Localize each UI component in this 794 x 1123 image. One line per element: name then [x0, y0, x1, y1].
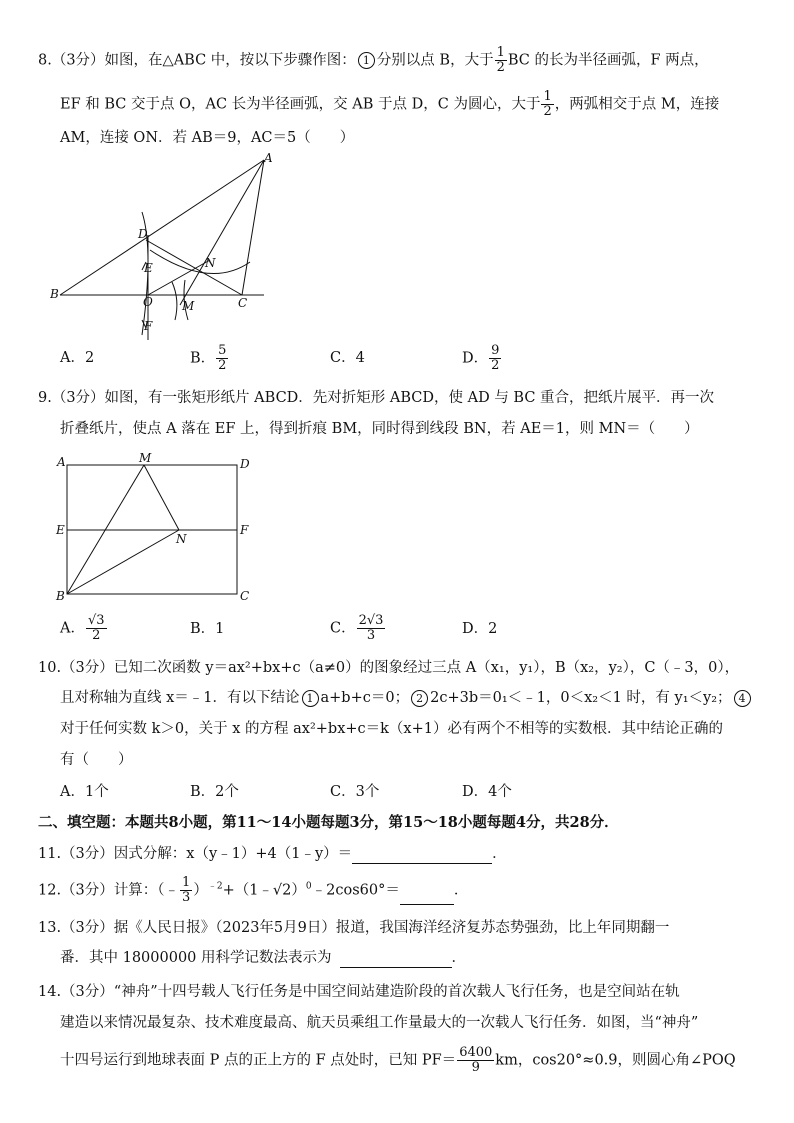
numerator: 5	[218, 343, 227, 358]
denominator: 9	[471, 1060, 480, 1075]
q9-line1: 9.（3分）如图，有一张矩形纸片 ABCD．先对折矩形 ABCD，使 AD 与 BC 重合，把纸片展平．再一次	[38, 390, 715, 406]
option-label: A．	[60, 620, 85, 637]
q10-option-a[interactable]: A．1个	[60, 784, 109, 800]
q8-line1	[38, 46, 709, 75]
q8-text: 8.（3分）如图，在△ABC 中，按以下步骤作图：	[38, 52, 356, 69]
answer-blank[interactable]	[352, 847, 492, 864]
q12-text: ﹣2cos60°＝	[311, 882, 400, 899]
fraction-half	[495, 46, 507, 75]
q12-text: +（1﹣√2）	[222, 882, 306, 899]
label-C: C	[240, 589, 250, 603]
q12-line	[38, 876, 468, 905]
q13-end: ．	[451, 950, 467, 966]
q13-line2	[60, 948, 466, 968]
q8-text: ，两弧相交于点 M，连接	[554, 96, 720, 113]
denominator: 2	[218, 358, 227, 373]
line-BN	[67, 530, 179, 594]
q14-text: km，cos20°≈0.9，则圆心角∠POQ	[495, 1052, 736, 1069]
option-label: B．	[190, 350, 216, 367]
fraction	[216, 344, 228, 373]
q11-text: 11.（3分）因式分解：x（y﹣1）+4（1﹣y）＝	[38, 846, 353, 862]
step-marker: 1	[358, 52, 375, 69]
q10-text: a+b+c＝0；	[320, 690, 410, 706]
q13-text: 番．其中 18000000 用科学记数法表示为	[60, 950, 332, 966]
label-B: B	[56, 589, 65, 603]
line-ON	[148, 260, 210, 295]
q14-line3	[60, 1046, 736, 1075]
q12-text: ）	[193, 882, 208, 899]
q10-line1: 10.（3分）已知二次函数 y＝ax²+bx+c（a≠0）的图象经过三点 A（x₁，y₁），B（x₂，y₂），C（﹣3，0），	[38, 660, 740, 676]
q8-text: 分别以点 B，大于	[376, 52, 494, 69]
option-label: C．	[330, 620, 356, 637]
q10-line4: 有（ ）	[60, 752, 133, 768]
label-D: D	[240, 457, 250, 471]
label-A: A	[264, 151, 273, 165]
label-F: F	[144, 319, 153, 333]
q12-end: ．	[453, 882, 469, 899]
numerator: 9	[491, 343, 500, 358]
label-C: C	[238, 296, 248, 310]
q9-option-d[interactable]: D．2	[462, 621, 498, 637]
line-AC	[242, 160, 264, 295]
q14-text: 十四号运行到地球表面 P 点的正上方的 F 点处时，已知 PF＝	[60, 1052, 457, 1069]
q9-option-a[interactable]	[60, 614, 108, 643]
denominator: 2	[496, 60, 505, 75]
answer-blank[interactable]	[340, 951, 452, 968]
denominator: 2	[543, 104, 552, 119]
label-O: O	[143, 295, 153, 309]
answer-blank[interactable]	[400, 888, 454, 905]
q8-text: BC 的长为半径画弧，F 两点，	[507, 52, 709, 69]
fraction	[86, 614, 107, 643]
q10-line3: 对于任何实数 k＞0，关于 x 的方程 ax²+bx+c＝k（x+1）必有两个不相等的实数根．其中结论正确的	[60, 721, 723, 737]
fraction	[489, 344, 501, 373]
q8-text: EF 和 BC 交于点 O，AC 长为半径画弧，交 AB 于点 D，C 为圆心，大于	[60, 96, 541, 113]
label-E: E	[144, 261, 153, 275]
denominator: 2	[92, 628, 101, 643]
label-M: M	[139, 451, 152, 465]
q13-line1: 13.（3分）据《人民日报》（2023年5月9日）报道，我国海洋经济复苏态势强劲，比上年同期翻一	[38, 920, 670, 936]
arc-M1	[172, 282, 177, 320]
numerator: 2√3	[358, 613, 384, 628]
q8-option-b[interactable]	[190, 344, 229, 373]
q9-line2: 折叠纸片，使点 A 落在 EF 上，得到折痕 BM，同时得到线段 BN，若 AE＝1，则 MN＝（ ）	[60, 421, 699, 437]
q10-line2	[60, 688, 753, 708]
label-M: M	[182, 299, 195, 313]
q8-option-c[interactable]: C．4	[330, 350, 365, 366]
line-BA	[60, 160, 264, 295]
conclusion-marker-1: 1	[302, 690, 319, 707]
q8-option-a[interactable]: A．2	[60, 350, 95, 366]
label-N: N	[205, 256, 216, 270]
numerator: 1	[182, 875, 191, 890]
q8-line2	[60, 90, 719, 119]
q10-text: 2c+3b＝0₁＜﹣1，0＜x₂＜1 时，有 y₁＜y₂；	[430, 690, 732, 706]
fraction	[357, 614, 386, 643]
conclusion-marker-2: 2	[411, 690, 428, 707]
label-E: E	[56, 523, 65, 537]
denominator: 3	[182, 890, 191, 905]
label-B: B	[50, 287, 59, 301]
q10-option-d[interactable]: D．4个	[462, 784, 512, 800]
q12-text: 12.（3分）计算：（﹣	[38, 882, 180, 899]
conclusion-marker-4: 4	[734, 690, 751, 707]
denominator: 2	[491, 358, 500, 373]
option-label: D．	[462, 350, 489, 367]
denominator: 3	[366, 628, 376, 643]
label-F: F	[240, 523, 249, 537]
numerator: √3	[87, 613, 105, 628]
fraction-half	[541, 90, 553, 119]
q8-option-d[interactable]	[462, 344, 502, 373]
numerator: 6400	[459, 1045, 493, 1060]
exponent: 0	[305, 881, 312, 892]
q10-text: 且对称轴为直线 x＝﹣1．有以下结论	[60, 690, 300, 706]
q14-line1: 14.（3分）“神舟”十四号载人飞行任务是中国空间站建造阶段的首次载人飞行任务，也是空间站在轨	[38, 984, 680, 1000]
numerator: 1	[496, 45, 505, 60]
q8-line3: AM，连接 ON．若 AB＝9，AC＝5（ ）	[60, 130, 355, 146]
label-D: D	[138, 227, 148, 241]
q9-figure	[52, 450, 262, 605]
fraction	[457, 1046, 494, 1075]
q9-option-b[interactable]: B．1	[190, 621, 225, 637]
fraction	[180, 876, 192, 905]
label-A: A	[57, 455, 66, 469]
section-heading: 二、填空题：本题共8小题，第11～14小题每题3分，第15～18小题每题4分，共28分．	[38, 814, 619, 831]
label-N: N	[176, 532, 187, 546]
q10-option-b[interactable]: B．2个	[190, 784, 239, 800]
q8-figure	[50, 150, 280, 340]
q10-option-c[interactable]: C．3个	[330, 784, 380, 800]
line-DC	[146, 240, 242, 295]
numerator: 1	[543, 89, 552, 104]
q14-line2: 建造以来情况最复杂、技术难度最高、航天员乘组工作量最大的一次载人飞行任务．如图，当“神舟”	[60, 1015, 699, 1031]
q11-end: ．	[492, 846, 507, 862]
exponent: ﹣2	[207, 881, 223, 892]
q11-line	[38, 844, 507, 864]
q9-option-c[interactable]	[330, 614, 386, 643]
line-MN	[144, 465, 179, 530]
